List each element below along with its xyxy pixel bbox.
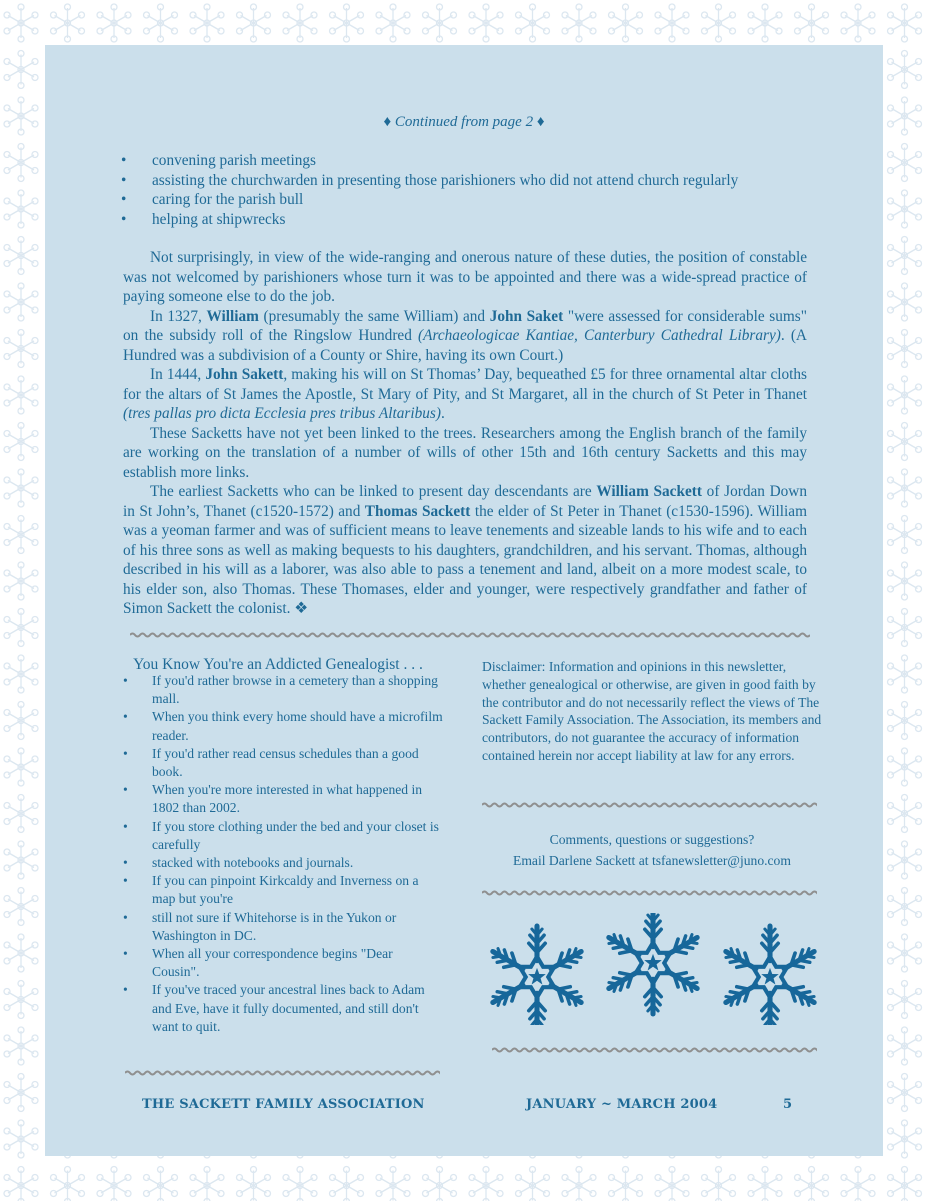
contact-info <box>482 829 822 871</box>
list-item: • If you store clothing under the bed and your closet is carefully <box>123 818 439 852</box>
snowflake-icon <box>489 926 585 1025</box>
page-number: 5 <box>783 1097 793 1112</box>
paragraph: Not surprisingly, in view of the wide-ranging and onerous nature of these duties, the position of constable was not welcomed by parishioners whose turn it was to be appointed and there was a wide-spread practice of paying someone else to do the job. <box>123 249 807 305</box>
disclaimer-text: Disclaimer: Information and opinions in this newsletter, whether genealogical or otherwise, are given in good faith by the contributor and do not necessarily reflect the views of The Sackett Family Association. The Association, its members and contributors, do not guarantee the accuracy of information contained herein nor accept liability at law for any errors. <box>482 659 822 763</box>
footer-issue-date: JANUARY ~ MARCH 2004 <box>526 1097 718 1112</box>
end-mark-icon: ❖ <box>294 600 308 617</box>
list-item: • still not sure if Whitehorse is in the Yukon or Washington in DC. <box>123 909 397 943</box>
wavy-divider <box>125 1068 440 1078</box>
list-item: • When you're more interested in what happened in 1802 than 2002. <box>123 782 423 816</box>
addicted-list <box>123 672 443 1036</box>
list-item: • If you've traced your ancestral lines back to Adam and Eve, have it fully documented, and still don't want to quit. <box>123 982 425 1034</box>
article-body <box>123 248 807 619</box>
list-item: • When all your correspondence begins "Dear Cousin". <box>123 946 393 980</box>
wavy-divider <box>130 630 810 640</box>
footer-organization: THE SACKETT FAMILY ASSOCIATION <box>142 1097 425 1112</box>
bullet-icon: • <box>123 709 128 725</box>
paragraph: In 1444, John Sakett, making his will on St Thomas’ Day, bequeathed £5 for three ornamental altar cloths for the altars of St James the Apostle, St Mary of Pity, and St Margaret, all in the church of St Peter in Thanet (tres pallas pro dicta Ecclesia pres tribus Altaribus). <box>123 366 807 422</box>
snowflake-icon <box>605 913 701 1014</box>
paragraph: The earliest Sacketts who can be linked to present day descendants are William Sackett of Jordan Down in St John’s, Thanet (c1520-1572) and Thomas Sackett the elder of St Peter in Thanet (c1530-1596). William was a yeoman farmer and was of sufficient means to leave tenements and sizeable lands to his wife and to each of his three sons as well as making bequests to his daughters, grandchildren, and his servant. Thomas, although described in his will as a laborer, was also able to pass a tenement and land, albeit on a more modest scale, to his elder son, also Thomas. These Thomases, elder and younger, were respectively grandfather and father of Simon Sackett the colonist. ❖ <box>123 483 808 617</box>
bullet-icon: • <box>123 909 128 925</box>
newsletter-page <box>45 45 883 1156</box>
list-item: • assisting the churchwarden in presenting those parishioners who did not attend church regularly <box>121 171 739 189</box>
bullet-icon: • <box>123 982 128 998</box>
wavy-divider <box>482 800 817 810</box>
box-title: You Know You're an Addicted Genealogist . . . <box>133 656 423 673</box>
wavy-divider <box>482 888 817 898</box>
paragraph: These Sacketts have not yet been linked to the trees. Researchers among the English branch of the family are working on the translation of a number of wills of other 15th and 16th century Sacketts and this may establish more links. <box>123 424 807 481</box>
list-item: • caring for the parish bull <box>121 191 304 208</box>
paragraph: In 1327, William (presumably the same William) and John Saket "were assessed for considerable sums" on the subsidy roll of the Ringslow Hundred (Archaeologicae Kantiae, Canterbury Cathedral Library). (A Hundred was a subdivision of a County or Shire, having its own Court.) <box>123 307 807 364</box>
list-item: • When you think every home should have a microfilm reader. <box>123 709 443 743</box>
bullet-icon: • <box>123 946 128 962</box>
continued-from-note: ♦ Continued from page 2 ♦ <box>383 114 545 130</box>
list-item: • If you'd rather read census schedules than a good book. <box>123 745 419 780</box>
list-item: • helping at shipwrecks <box>121 210 286 228</box>
list-item: • If you'd rather browse in a cemetery than a shopping mall. <box>123 673 438 707</box>
contact-prompt: Comments, questions or suggestions? <box>549 832 755 847</box>
contact-email[interactable]: Email Darlene Sackett at tsfanewsletter@juno.com <box>513 853 791 868</box>
bullet-icon: • <box>123 673 128 688</box>
snowflake-icon <box>722 926 818 1025</box>
bullet-icon: • <box>121 152 127 169</box>
wavy-divider <box>492 1045 817 1055</box>
list-item: • If you can pinpoint Kirkcaldy and Inverness on a map but you're <box>123 873 419 907</box>
bullet-icon: • <box>121 210 127 228</box>
bullet-icon: • <box>123 782 128 798</box>
bullet-icon: • <box>121 191 127 208</box>
bullet-icon: • <box>123 855 128 871</box>
bullet-icon: • <box>121 171 127 189</box>
bullet-icon: • <box>123 818 128 834</box>
snowflake-illustration <box>477 913 822 1025</box>
list-item: • convening parish meetings <box>121 152 316 169</box>
list-item: • stacked with notebooks and journals. <box>123 854 443 872</box>
addicted-genealogist-box <box>123 657 443 1036</box>
constable-duties-list <box>121 151 821 229</box>
bullet-icon: • <box>123 873 128 889</box>
bullet-icon: • <box>123 745 128 761</box>
